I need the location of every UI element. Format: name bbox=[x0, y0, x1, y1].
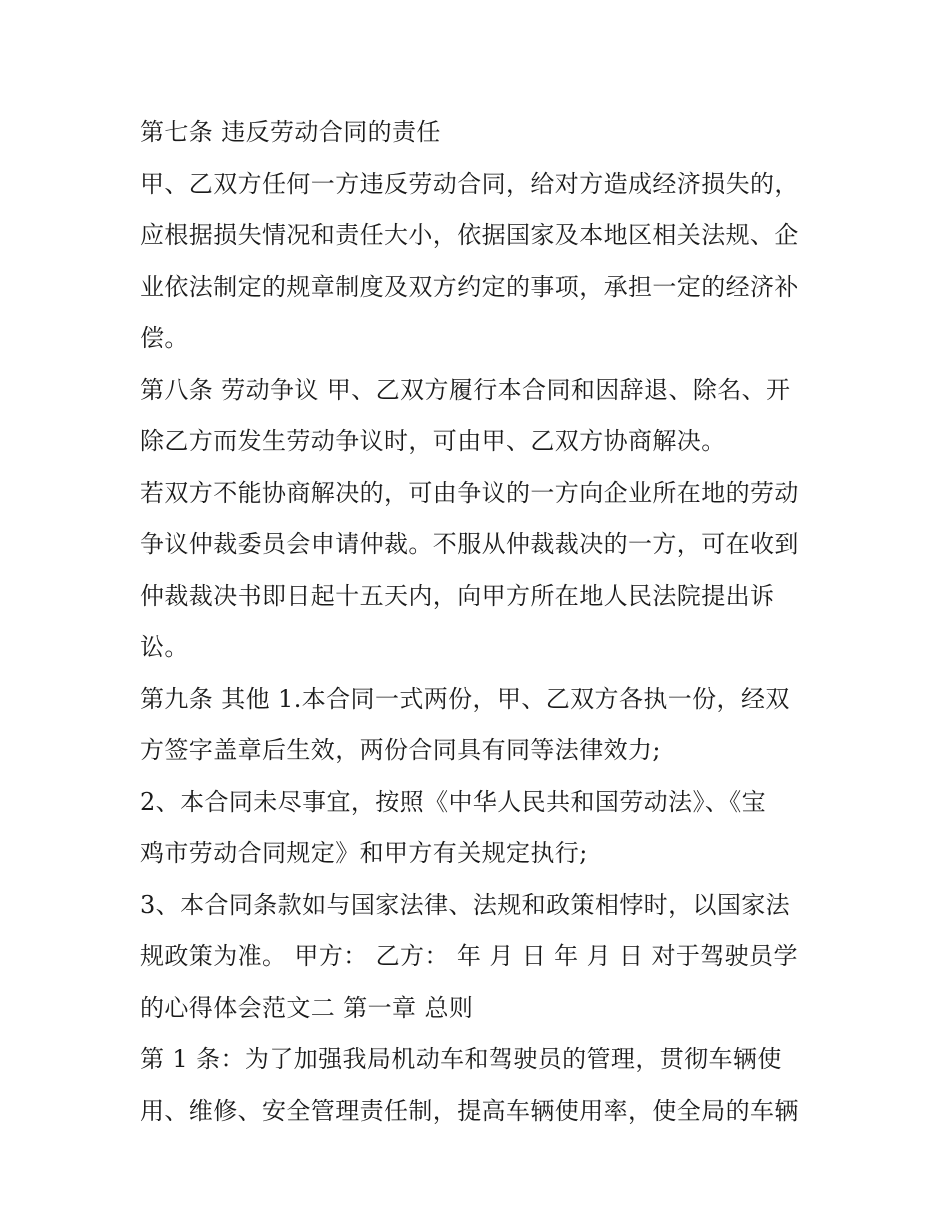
text-line: 应根据损失情况和责任大小，依据国家及本地区相关法规、企 bbox=[140, 221, 799, 249]
text-line: 2、本合同未尽事宜，按照《中华人民共和国劳动法》、《宝 bbox=[140, 787, 767, 816]
text-line: 方签字盖章后生效，两份合同具有同等法律效力; bbox=[140, 736, 661, 764]
text-line: 偿。 bbox=[140, 324, 189, 352]
signature-line: 规政策为准。 甲方： 乙方： 年 月 日 年 月 日 对于驾驶员学 bbox=[140, 942, 798, 970]
article-1-line: 第 1 条：为了加强我局机动车和驾驶员的管理，贯彻车辆使 bbox=[140, 1045, 782, 1073]
document-body bbox=[140, 107, 840, 1137]
text-line: 3、本合同条款如与国家法律、法规和政策相悖时，以国家法 bbox=[140, 890, 791, 919]
text-line: 业依法制定的规章制度及双方约定的事项，承担一定的经济补 bbox=[140, 272, 799, 301]
text-line: 讼。 bbox=[140, 633, 189, 661]
text-line: 除乙方而发生劳动争议时，可由甲、乙双方协商解决。 bbox=[140, 427, 726, 455]
text-line: 若双方不能协商解决的，可由争议的一方向企业所在地的劳动 bbox=[140, 478, 799, 507]
chapter-1-heading: 的心得体会范文二 第一章 总则 bbox=[140, 993, 474, 1022]
article-7-heading: 第七条 违反劳动合同的责任 bbox=[140, 118, 441, 146]
article-9-line: 第九条 其他 1.本合同一式两份，甲、乙双方各执一份，经双 bbox=[140, 684, 790, 713]
text-line: 争议仲裁委员会申请仲裁。不服从仲裁裁决的一方，可在收到 bbox=[140, 530, 799, 558]
article-8-line: 第八条 劳动争议 甲、乙双方履行本合同和因辞退、除名、开 bbox=[140, 375, 791, 404]
text-line: 甲、乙双方任何一方违反劳动合同，给对方造成经济损失的， bbox=[140, 169, 799, 198]
text-line: 用、维修、安全管理责任制，提高车辆使用率，使全局的车辆 bbox=[140, 1096, 799, 1125]
text-line: 鸡市劳动合同规定》和甲方有关规定执行; bbox=[140, 839, 588, 867]
text-line: 仲裁裁决书即日起十五天内，向甲方所在地人民法院提出诉 bbox=[140, 581, 775, 610]
